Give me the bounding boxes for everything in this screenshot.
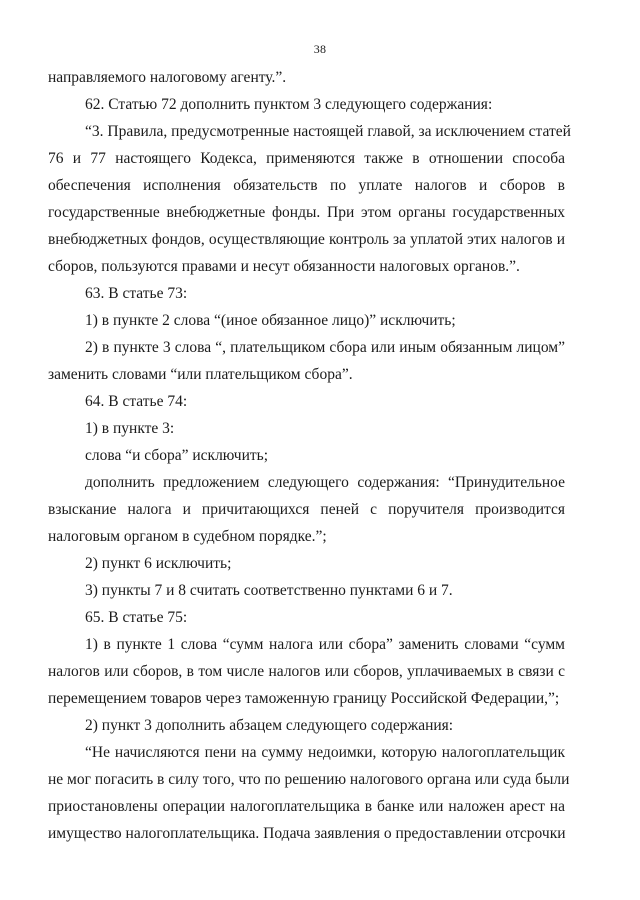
text-line: 2) в пункте 3 слова “, плательщиком сбора или иным обязанным лицом” (85, 339, 565, 356)
text-line: налогов или сборов, в том числе налогов или сборов, уплачиваемых в связи с (48, 663, 565, 680)
text-line: налоговым органом в судебном порядке.”; (48, 528, 327, 545)
text-line: “Не начисляются пени на сумму недоимки, которую налогоплательщик (85, 744, 565, 761)
text-line: не мог погасить в силу того, что по решению налогового органа или суда были (48, 771, 570, 788)
text-line: 2) пункт 6 исключить; (85, 555, 232, 572)
text-line: слова “и сбора” исключить; (85, 447, 269, 464)
text-line: 65. В статье 75: (85, 609, 188, 626)
text-line: заменить словами “или плательщиком сбора”. (48, 366, 353, 383)
text-line: 64. В статье 74: (85, 393, 188, 410)
text-line: 2) пункт 3 дополнить абзацем следующего содержания: (85, 717, 454, 734)
text-line: имущество налогоплательщика. Подача заявления о предоставлении отсрочки (48, 825, 566, 842)
text-line: сборов, пользуются правами и несут обязанности налоговых органов.”. (48, 258, 520, 275)
page-number: 38 (313, 42, 327, 56)
text-line: направляемого налоговому агенту.”. (48, 69, 287, 86)
text-line: перемещением товаров через таможенную границу Российской Федерации,”; (48, 690, 560, 707)
text-line: обеспечения исполнения обязательств по уплате налогов и сборов в (48, 177, 565, 194)
text-line: 76 и 77 настоящего Кодекса, применяются также в отношении способа (48, 150, 565, 167)
text-line: взыскание налога и причитающихся пеней с поручителя производится (48, 501, 565, 518)
text-line: 1) в пункте 3: (85, 420, 175, 437)
text-line: 63. В статье 73: (85, 285, 188, 302)
document-body (48, 64, 571, 847)
text-line: внебюджетных фондов, осуществляющие контроль за уплатой этих налогов и (48, 231, 565, 248)
text-line: государственные внебюджетные фонды. При этом органы государственных (48, 204, 565, 221)
text-line: дополнить предложением следующего содержания: “Принудительное (85, 474, 565, 491)
text-line: “3. Правила, предусмотренные настоящей главой, за исключением статей (85, 123, 571, 140)
text-line: 1) в пункте 2 слова “(иное обязанное лицо)” исключить; (85, 312, 456, 329)
text-line: приостановлены операции налогоплательщика в банке или наложен арест на (48, 798, 565, 815)
text-line: 3) пункты 7 и 8 считать соответственно пунктами 6 и 7. (85, 582, 453, 599)
text-line: 62. Статью 72 дополнить пунктом 3 следующего содержания: (85, 96, 493, 113)
text-line: 1) в пункте 1 слова “сумм налога или сбора” заменить словами “сумм (85, 636, 565, 653)
